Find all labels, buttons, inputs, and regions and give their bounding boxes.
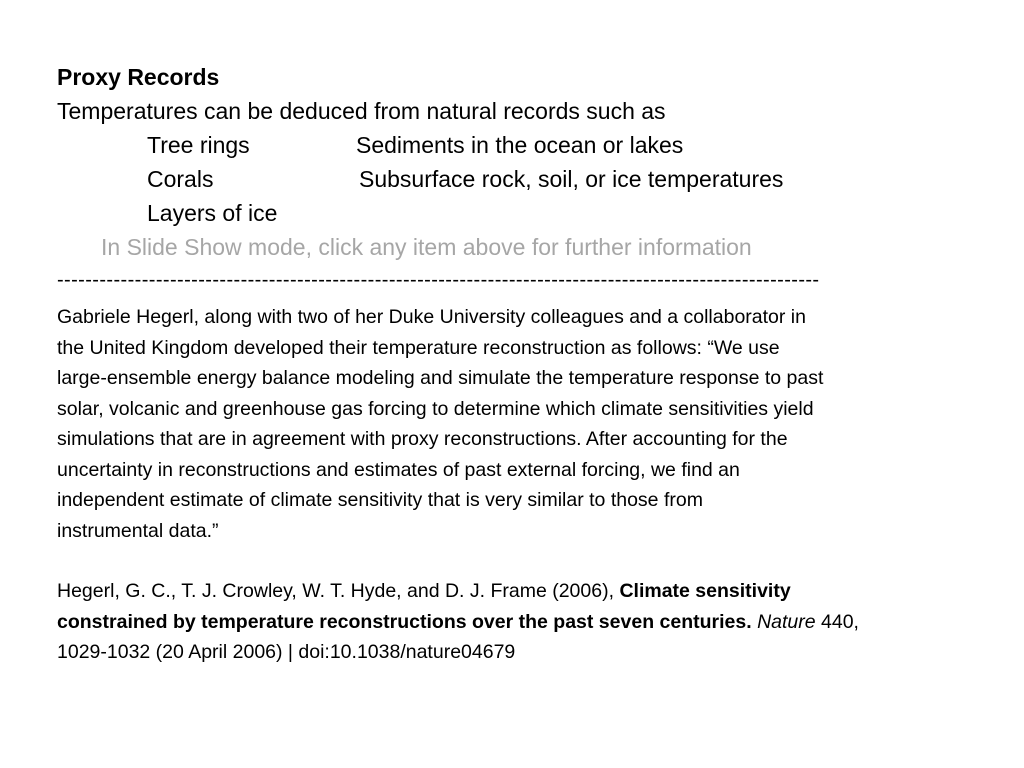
- item-sediments[interactable]: Sediments in the ocean or lakes: [356, 132, 684, 158]
- paragraph-line: solar, volcanic and greenhouse gas forcing to determine which climate sensitivities yield: [57, 397, 814, 420]
- description-paragraph: [57, 302, 987, 546]
- paragraph-line: large-ensemble energy balance modeling and simulate the temperature response to past: [57, 367, 824, 389]
- citation-volume: 440,: [815, 610, 859, 633]
- paragraph-line: independent estimate of climate sensitivity that is very similar to those from: [57, 489, 703, 511]
- citation-line-2: [57, 607, 987, 638]
- item-corals[interactable]: Corals: [147, 166, 214, 192]
- item-layers-of-ice[interactable]: Layers of ice: [147, 200, 278, 226]
- citation: [57, 576, 987, 668]
- paragraph-line: instrumental data.”: [57, 519, 219, 542]
- citation-line-3: 1029-1032 (20 April 2006) | doi:10.1038/nature04679: [57, 641, 516, 663]
- dashed-divider: ------------------------------------------------------------------------------------------------------------: [57, 270, 820, 290]
- citation-line-1: [57, 576, 987, 607]
- citation-journal: Nature: [757, 610, 816, 633]
- item-subsurface-temperatures[interactable]: Subsurface rock, soil, or ice temperatures: [359, 166, 784, 192]
- paragraph-line: Gabriele Hegerl, along with two of her Duke University colleagues and a collaborator in: [57, 306, 806, 328]
- citation-title-part1: Climate sensitivity: [619, 580, 791, 602]
- intro-text: Temperatures can be deduced from natural records such as: [57, 98, 666, 124]
- paragraph-line: uncertainty in reconstructions and estimates of past external forcing, we find an: [57, 458, 740, 481]
- slide-title: Proxy Records: [57, 64, 220, 90]
- paragraph-line: simulations that are in agreement with proxy reconstructions. After accounting for the: [57, 428, 788, 450]
- paragraph-line: the United Kingdom developed their temperature reconstruction as follows: “We use: [57, 336, 780, 359]
- item-tree-rings[interactable]: Tree rings: [147, 132, 250, 158]
- slide-show-hint: In Slide Show mode, click any item above for further information: [101, 234, 752, 260]
- citation-authors: Hegerl, G. C., T. J. Crowley, W. T. Hyde, and D. J. Frame (2006),: [57, 580, 620, 602]
- citation-title-part2: constrained by temperature reconstructions over the past seven centuries.: [57, 610, 752, 633]
